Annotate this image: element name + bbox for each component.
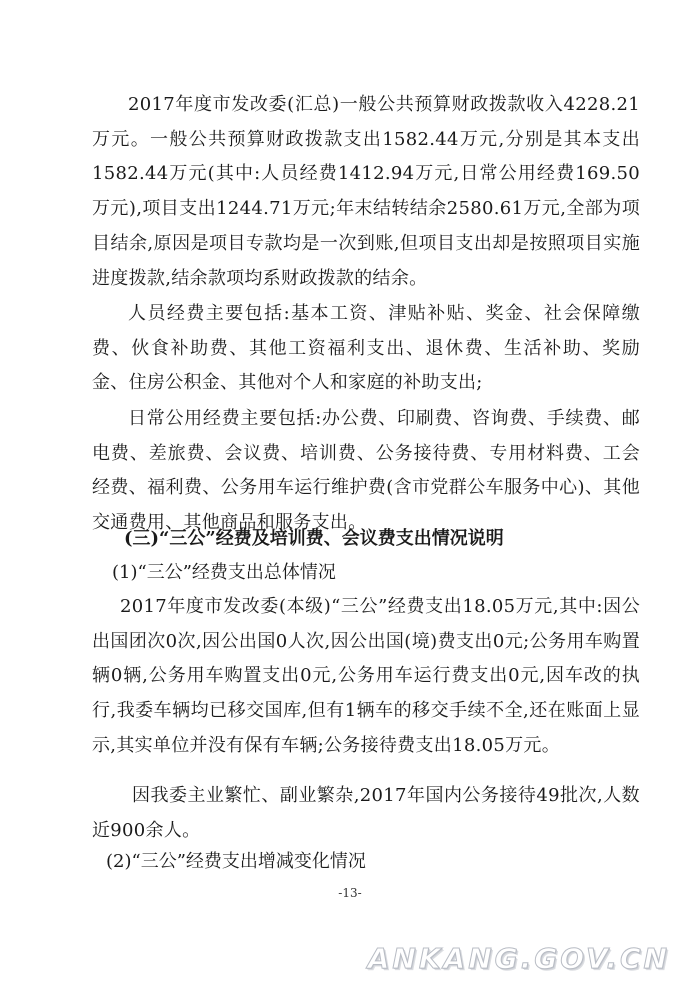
paragraph-public-expenses: 日常公用经费主要包括:办公费、印刷费、咨询费、手续费、邮电费、差旅费、会议费、培训费、公务接待费、专用材料费、工会经费、福利费、公务用车运行维护费(含市党群公车服务中心)、其他交通费用、其他商品和服务支出。	[92, 408, 640, 534]
subheading-overall: (1)“三公”经费支出总体情况	[112, 562, 336, 583]
section-heading: (三)“三公”经费及培训费、会议费支出情况说明	[124, 528, 504, 549]
paragraph-reception: 因我委主业繁忙、副业繁杂,2017年国内公务接待49批次,人数近900余人。	[92, 785, 640, 841]
site-watermark: ANKANG.GOV.CN	[367, 942, 670, 975]
subheading-changes: (2)“三公”经费支出增减变化情况	[106, 851, 366, 872]
paragraph-personnel-expenses: 人员经费主要包括:基本工资、津贴补贴、奖金、社会保障缴费、伙食补助费、其他工资福利支出、退休费、生活补助、奖励金、住房公积金、其他对个人和家庭的补助支出;	[92, 303, 640, 394]
paragraph-funding-summary: 2017年度市发改委(汇总)一般公共预算财政拨款收入4228.21万元。一般公共预算财政拨款支出1582.44万元,分别是其本支出1582.44万元(其中:人员经费1412.94万元,日常公用经费169.50万元),项目支出1244.71万元;年末结转结余2580.61万元,全部为项目结余,原因是项目专款均是一次到账,但项目支出却是按照项目实施进度拨款,结余款项均系财政拨款的结余。	[92, 94, 640, 289]
paragraph-three-public-expenses: 2017年度市发改委(本级)“三公”经费支出18.05万元,其中:因公出国团次0次,因公出国0人次,因公出国(境)费支出0元;公务用车购置辆0辆,公务用车购置支出0元,公务用车运行费支出0元,因车改的执行,我委车辆均已移交国库,但有1辆车的移交手续不全,还在账面上显示,其实单位并没有保有车辆;公务接待费支出18.05万元。	[92, 596, 640, 756]
page-number: -13-	[338, 886, 362, 900]
